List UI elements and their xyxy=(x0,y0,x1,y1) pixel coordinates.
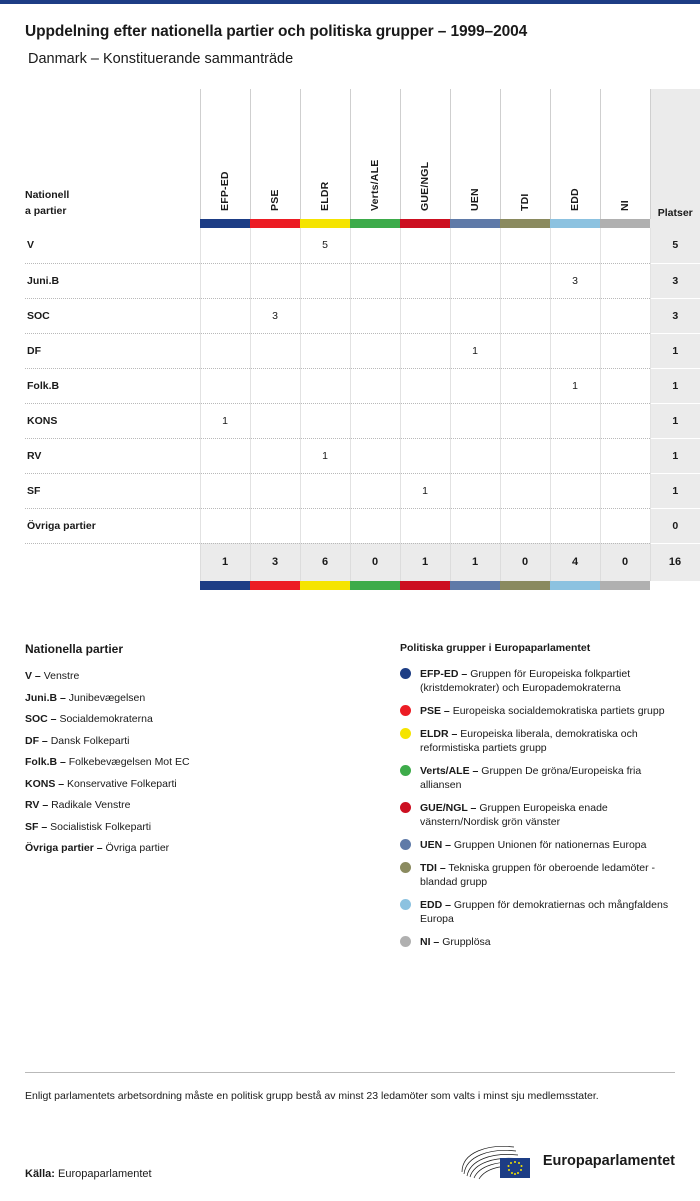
row-total-cell: 1 xyxy=(650,473,700,508)
legend-group-item xyxy=(400,801,675,829)
seat-cell xyxy=(250,438,300,473)
column-header-ni xyxy=(600,89,650,219)
legend-color-dot-icon xyxy=(400,899,411,910)
seat-cell xyxy=(350,368,400,403)
party-name-cell: RV xyxy=(25,438,200,473)
legend-group-text xyxy=(420,935,491,949)
bottom-color-bar-table xyxy=(25,581,700,590)
row-header-label xyxy=(25,89,200,219)
seat-cell xyxy=(550,403,600,438)
seat-cell xyxy=(400,333,450,368)
group-color-swatch-efp-ed xyxy=(200,219,250,228)
seat-cell xyxy=(450,473,500,508)
seat-cell xyxy=(250,228,300,263)
seat-cell xyxy=(400,403,450,438)
party-name-cell: Övriga partier xyxy=(25,508,200,543)
legend-color-dot-icon xyxy=(400,839,411,850)
legend-color-dot-icon xyxy=(400,705,411,716)
legend-national-abbr: V – xyxy=(25,670,41,682)
legend-national-name: Övriga partier xyxy=(105,842,170,854)
legend-color-dot-icon xyxy=(400,862,411,873)
seat-cell: 3 xyxy=(550,263,600,298)
party-name-cell: SOC xyxy=(25,298,200,333)
party-name-cell: KONS xyxy=(25,403,200,438)
brand-name: Europaparlamentet xyxy=(542,1153,675,1169)
seat-cell: 1 xyxy=(550,368,600,403)
seat-cell xyxy=(400,298,450,333)
legend-group-name: Gruppen De gröna/Europeiska fria alliansen xyxy=(420,765,642,791)
seat-cell xyxy=(500,508,550,543)
legend-national-item xyxy=(25,821,400,833)
row-total-cell: 1 xyxy=(650,403,700,438)
legend-group-abbr: NI – xyxy=(420,936,440,948)
legend-group-text xyxy=(420,764,675,792)
column-header-edd xyxy=(550,89,600,219)
table-row xyxy=(25,368,700,403)
legend-groups-list xyxy=(400,667,675,949)
legend-group-name: Europeiska socialdemokratiska partiets grupp xyxy=(452,705,665,717)
seat-cell xyxy=(250,263,300,298)
row-header-line1: Nationell xyxy=(25,189,70,201)
column-header-efp-ed xyxy=(200,89,250,219)
seat-cell xyxy=(300,403,350,438)
legend-national-item xyxy=(25,692,400,704)
table-head xyxy=(25,89,700,228)
seat-cell xyxy=(300,298,350,333)
group-color-swatch-gue-ngl xyxy=(400,581,450,590)
legend-group-item xyxy=(400,838,675,852)
legend-national-abbr: SF – xyxy=(25,820,48,833)
legend-national-name: Konservative Folkeparti xyxy=(67,777,177,790)
seat-cell xyxy=(400,508,450,543)
legend-group-name: Tekniska gruppen för oberoende ledamöter - blandad grupp xyxy=(420,862,656,888)
group-color-bar-row xyxy=(25,219,700,228)
party-name-cell: V xyxy=(25,228,200,263)
seat-cell: 1 xyxy=(400,473,450,508)
legend-national-item xyxy=(25,735,400,747)
seat-cell xyxy=(600,368,650,403)
column-header-label: GUE/NGL xyxy=(419,161,431,211)
party-name-cell: DF xyxy=(25,333,200,368)
legend-group-abbr: TDI – xyxy=(420,862,446,874)
seat-cell xyxy=(500,473,550,508)
row-total-cell: 1 xyxy=(650,368,700,403)
legend-national-title: Nationella partier xyxy=(25,642,124,656)
legend-group-abbr: UEN – xyxy=(420,839,451,851)
footer-divider xyxy=(25,1072,675,1073)
seat-cell xyxy=(500,403,550,438)
seat-distribution-table-wrapper xyxy=(25,89,693,590)
seat-cell xyxy=(550,228,600,263)
group-color-swatch-ni xyxy=(600,581,650,590)
legend-group-item xyxy=(400,667,675,695)
column-header-gue-ngl xyxy=(400,89,450,219)
legend-national-name: Junibevægelsen xyxy=(68,691,146,704)
column-header-label: EFP-ED xyxy=(219,171,231,211)
column-header-label: PSE xyxy=(269,189,281,211)
column-header-pse xyxy=(250,89,300,219)
legend-national-name: Dansk Folkeparti xyxy=(50,734,130,747)
source-value: Europaparlamentet xyxy=(58,1168,152,1180)
seat-cell xyxy=(250,508,300,543)
column-total-cell: 1 xyxy=(450,543,500,581)
column-header-eldr xyxy=(300,89,350,219)
legend-national-abbr: Folk.B – xyxy=(25,756,66,768)
row-total-cell: 3 xyxy=(650,298,700,333)
seat-cell xyxy=(450,263,500,298)
column-total-cell: 4 xyxy=(550,543,600,581)
seat-cell xyxy=(500,228,550,263)
legend-group-item xyxy=(400,704,675,718)
colorbar-total-cell xyxy=(650,581,700,590)
seat-cell xyxy=(200,228,250,263)
legend-national-item xyxy=(25,778,400,790)
legend-national-abbr: KONS – xyxy=(25,777,65,790)
seat-cell xyxy=(600,438,650,473)
legend-groups-title: Politiska grupper i Europaparlamentet xyxy=(400,642,591,654)
legend-color-dot-icon xyxy=(400,802,411,813)
seat-cell xyxy=(500,368,550,403)
row-total-cell: 3 xyxy=(650,263,700,298)
seat-cell xyxy=(350,298,400,333)
seat-cell xyxy=(400,228,450,263)
seat-cell xyxy=(200,438,250,473)
seat-cell xyxy=(300,473,350,508)
legend-group-abbr: EDD – xyxy=(420,899,451,911)
seat-cell xyxy=(550,333,600,368)
column-header-total: Platser xyxy=(650,89,700,219)
group-color-swatch-efp-ed xyxy=(200,581,250,590)
column-header-uen xyxy=(450,89,500,219)
seat-cell xyxy=(450,438,500,473)
legend-group-text xyxy=(420,898,675,926)
column-header-label: NI xyxy=(619,200,631,211)
bottom-colorbar-spacer xyxy=(25,581,200,590)
seat-cell xyxy=(450,368,500,403)
column-header-label: ELDR xyxy=(319,181,331,211)
bottom-color-bar-row xyxy=(25,581,700,590)
page-title: Uppdelning efter nationella partier och politiska grupper – 1999–2004 xyxy=(25,23,528,40)
legend-national-list xyxy=(25,670,400,854)
legend-national-item xyxy=(25,713,400,725)
legend-group-name: Gruppen för demokratiernas och mångfaldens Europa xyxy=(420,899,669,925)
column-header-verts-ale xyxy=(350,89,400,219)
table-row xyxy=(25,333,700,368)
party-name-cell: Juni.B xyxy=(25,263,200,298)
legend-national-item xyxy=(25,756,400,768)
group-color-swatch-tdi xyxy=(500,219,550,228)
legend-group-text xyxy=(420,727,675,755)
column-header-tdi xyxy=(500,89,550,219)
table-row xyxy=(25,228,700,263)
table-row xyxy=(25,473,700,508)
legend-color-dot-icon xyxy=(400,936,411,947)
seat-cell xyxy=(250,403,300,438)
seat-cell xyxy=(250,473,300,508)
group-color-swatch-uen xyxy=(450,219,500,228)
group-color-swatch-tdi xyxy=(500,581,550,590)
legend-national-abbr: Övriga partier – xyxy=(25,842,103,854)
legend-group-item xyxy=(400,861,675,889)
seat-cell xyxy=(400,438,450,473)
legend-color-dot-icon xyxy=(400,728,411,739)
legend-group-name: Gruppen för Europeiska folkpartiet (kristdemokrater) och Europademokraterna xyxy=(420,668,631,694)
group-color-swatch-verts-ale xyxy=(350,581,400,590)
seat-cell xyxy=(200,508,250,543)
group-color-swatch-pse xyxy=(250,219,300,228)
legend-national-parties xyxy=(25,642,400,958)
table-row xyxy=(25,298,700,333)
seat-cell xyxy=(600,228,650,263)
legend-national-name: Folkebevægelsen Mot EC xyxy=(68,756,190,768)
legend-group-item xyxy=(400,935,675,949)
table-body xyxy=(25,228,700,543)
row-total-cell: 1 xyxy=(650,438,700,473)
seat-cell xyxy=(450,298,500,333)
seat-cell xyxy=(300,333,350,368)
legend-group-abbr: PSE – xyxy=(420,705,450,717)
totals-row-label xyxy=(25,543,200,581)
group-color-swatch-verts-ale xyxy=(350,219,400,228)
group-color-swatch-pse xyxy=(250,581,300,590)
grand-total-cell: 16 xyxy=(650,543,700,581)
legend-group-text xyxy=(420,704,665,718)
legend-national-item xyxy=(25,799,400,811)
table-row xyxy=(25,403,700,438)
legends xyxy=(25,642,675,958)
brand-block xyxy=(458,1142,675,1180)
seat-cell: 1 xyxy=(450,333,500,368)
source-line xyxy=(25,1168,152,1180)
seat-cell xyxy=(600,333,650,368)
legend-group-abbr: ELDR – xyxy=(420,728,458,740)
seat-cell xyxy=(600,403,650,438)
column-header-label: TDI xyxy=(519,193,531,211)
seat-cell xyxy=(600,298,650,333)
seat-cell xyxy=(550,508,600,543)
legend-national-name: Socialdemokraterna xyxy=(59,713,153,725)
party-name-cell: SF xyxy=(25,473,200,508)
legend-group-text xyxy=(420,667,675,695)
seat-cell xyxy=(400,368,450,403)
legend-national-abbr: SOC – xyxy=(25,713,57,725)
seat-cell xyxy=(550,438,600,473)
seat-cell xyxy=(200,368,250,403)
seat-cell xyxy=(200,473,250,508)
european-parliament-logo-icon xyxy=(458,1142,534,1180)
seat-cell xyxy=(500,438,550,473)
top-accent-bar xyxy=(0,0,700,4)
seat-cell xyxy=(350,403,400,438)
legend-national-abbr: RV – xyxy=(25,799,49,811)
column-total-cell: 0 xyxy=(600,543,650,581)
legend-group-name: Grupplösa xyxy=(442,936,491,948)
footnote-text: Enligt parlamentets arbetsordning måste en politisk grupp bestå av minst 23 ledamöter som valts i minst sju medlemsstater. xyxy=(25,1090,599,1102)
group-color-swatch-edd xyxy=(550,581,600,590)
legend-national-abbr: Juni.B – xyxy=(25,691,66,704)
legend-national-item xyxy=(25,670,400,682)
legend-national-name: Radikale Venstre xyxy=(51,799,131,811)
seat-cell xyxy=(350,263,400,298)
legend-group-abbr: EFP-ED – xyxy=(420,668,468,680)
seat-cell xyxy=(600,473,650,508)
colorbar-total-cell xyxy=(650,219,700,228)
source-label: Källa: xyxy=(25,1168,55,1180)
legend-group-name: Gruppen Europeiska enade vänstern/Nordisk grön vänster xyxy=(420,802,608,828)
group-color-swatch-uen xyxy=(450,581,500,590)
seat-cell xyxy=(250,333,300,368)
column-total-cell: 6 xyxy=(300,543,350,581)
seat-cell: 1 xyxy=(200,403,250,438)
page-subtitle: Danmark – Konstituerande sammanträde xyxy=(28,51,294,67)
seat-cell xyxy=(350,333,400,368)
party-name-cell: Folk.B xyxy=(25,368,200,403)
seat-cell xyxy=(200,333,250,368)
column-total-cell: 3 xyxy=(250,543,300,581)
seat-cell xyxy=(600,263,650,298)
legend-national-item xyxy=(25,842,400,854)
column-header-label: Verts/ALE xyxy=(369,159,381,211)
colorbar-spacer xyxy=(25,219,200,228)
legend-group-text xyxy=(420,801,675,829)
legend-group-text xyxy=(420,861,675,889)
legend-group-abbr: GUE/NGL – xyxy=(420,802,477,814)
legend-political-groups xyxy=(400,642,675,958)
column-total-cell: 1 xyxy=(400,543,450,581)
seat-cell xyxy=(450,403,500,438)
legend-group-text xyxy=(420,838,647,852)
legend-national-name: Venstre xyxy=(43,670,80,682)
column-header-label: EDD xyxy=(569,188,581,211)
seat-distribution-table xyxy=(25,89,700,581)
table-row xyxy=(25,508,700,543)
legend-color-dot-icon xyxy=(400,668,411,679)
group-color-swatch-edd xyxy=(550,219,600,228)
table-foot xyxy=(25,543,700,581)
table-totals-row xyxy=(25,543,700,581)
seat-cell xyxy=(200,298,250,333)
row-total-cell: 0 xyxy=(650,508,700,543)
column-total-cell: 0 xyxy=(500,543,550,581)
legend-group-name: Gruppen Unionen för nationernas Europa xyxy=(453,839,647,851)
seat-cell xyxy=(350,438,400,473)
seat-cell xyxy=(450,228,500,263)
legend-group-item xyxy=(400,764,675,792)
seat-cell xyxy=(300,263,350,298)
seat-cell xyxy=(350,473,400,508)
seat-cell xyxy=(300,508,350,543)
seat-cell xyxy=(300,368,350,403)
legend-national-abbr: DF – xyxy=(25,734,48,747)
legend-color-dot-icon xyxy=(400,765,411,776)
group-color-swatch-gue-ngl xyxy=(400,219,450,228)
seat-cell xyxy=(500,298,550,333)
seat-cell xyxy=(350,508,400,543)
seat-cell: 1 xyxy=(300,438,350,473)
seat-cell: 3 xyxy=(250,298,300,333)
legend-national-name: Socialistisk Folkeparti xyxy=(50,820,152,833)
seat-cell xyxy=(350,228,400,263)
table-row xyxy=(25,263,700,298)
table-header-row xyxy=(25,89,700,219)
group-color-swatch-eldr xyxy=(300,581,350,590)
seat-cell xyxy=(500,333,550,368)
legend-group-abbr: Verts/ALE – xyxy=(420,765,479,777)
column-header-label: UEN xyxy=(469,188,481,211)
seat-cell: 5 xyxy=(300,228,350,263)
row-total-cell: 1 xyxy=(650,333,700,368)
row-total-cell: 5 xyxy=(650,228,700,263)
group-color-swatch-ni xyxy=(600,219,650,228)
seat-cell xyxy=(250,368,300,403)
row-header-line2: a partier xyxy=(25,205,67,217)
seat-cell xyxy=(600,508,650,543)
seat-cell xyxy=(400,263,450,298)
seat-cell xyxy=(200,263,250,298)
column-total-cell: 1 xyxy=(200,543,250,581)
legend-group-item xyxy=(400,727,675,755)
seat-cell xyxy=(500,263,550,298)
legend-group-name: Europeiska liberala, demokratiska och reformistiska partiets grupp xyxy=(420,728,638,754)
seat-cell xyxy=(450,508,500,543)
column-total-cell: 0 xyxy=(350,543,400,581)
legend-group-item xyxy=(400,898,675,926)
table-row xyxy=(25,438,700,473)
group-color-swatch-eldr xyxy=(300,219,350,228)
seat-cell xyxy=(550,473,600,508)
seat-cell xyxy=(550,298,600,333)
